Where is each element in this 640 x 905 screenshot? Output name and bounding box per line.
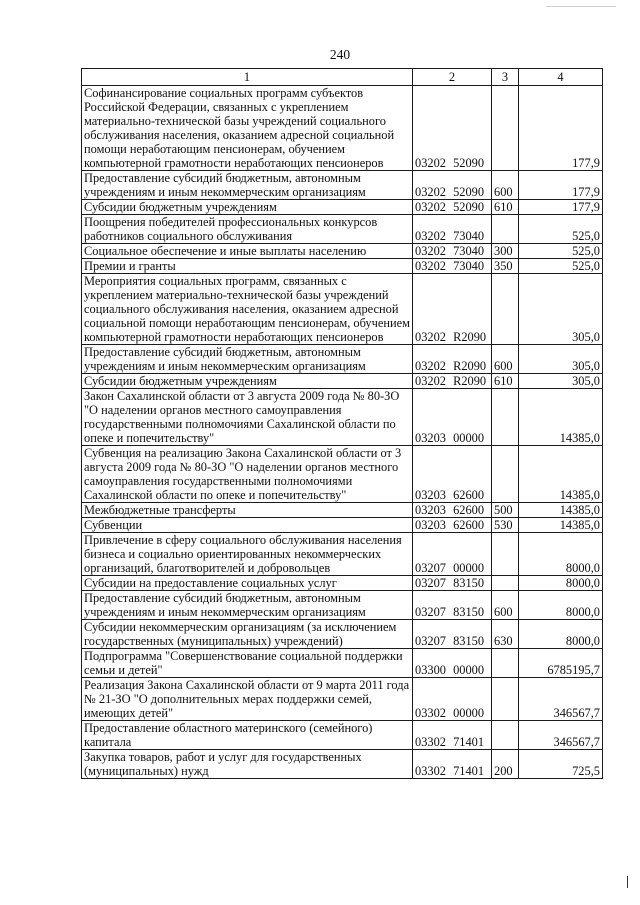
table-row: [82, 374, 603, 389]
row-code-cell: 03302 00000: [413, 678, 492, 721]
column-header-name: 1: [82, 69, 413, 86]
row-code-cell: 03202 73040: [413, 244, 492, 259]
row-type-cell: [492, 678, 519, 721]
row-name-cell: Предоставление субсидий бюджетным, автономным учреждениям и иным некоммерческим организациям: [82, 591, 413, 620]
row-type-cell: 200: [492, 750, 519, 779]
row-type-cell: [492, 446, 519, 503]
row-sum-cell: 346567,7: [519, 721, 603, 750]
row-sum-cell: 14385,0: [519, 503, 603, 518]
row-name-cell: Премии и гранты: [82, 259, 413, 274]
row-code-cell: 03203 00000: [413, 389, 492, 446]
column-header-type: 3: [492, 69, 519, 86]
page-number: 240: [329, 47, 351, 62]
row-type-cell: [492, 649, 519, 678]
table-row: [82, 533, 603, 576]
row-sum-cell: 725,5: [519, 750, 603, 779]
margin-mark: [627, 876, 628, 888]
table-row: [82, 215, 603, 244]
row-name-cell: Поощрения победителей профессиональных конкурсов работников социального обслуживания: [82, 215, 413, 244]
table-row: [82, 171, 603, 200]
row-code-cell: 03302 71401: [413, 721, 492, 750]
row-sum-cell: 177,9: [519, 171, 603, 200]
row-code-cell: 03202 73040: [413, 215, 492, 244]
row-name-cell: Закупка товаров, работ и услуг для государственных (муниципальных) нужд: [82, 750, 413, 779]
row-type-cell: 610: [492, 374, 519, 389]
table-row: [82, 750, 603, 779]
row-code-cell: 03202 R2090: [413, 374, 492, 389]
table-row: [82, 446, 603, 503]
table-row: [82, 259, 603, 274]
row-type-cell: [492, 389, 519, 446]
table-row: [82, 591, 603, 620]
row-sum-cell: 8000,0: [519, 533, 603, 576]
row-name-cell: Предоставление областного материнского (семейного) капитала: [82, 721, 413, 750]
row-name-cell: Субсидии на предоставление социальных услуг: [82, 576, 413, 591]
table-row: [82, 244, 603, 259]
row-sum-cell: 6785195,7: [519, 649, 603, 678]
row-name-cell: Софинансирование социальных программ субъектов Российской Федерации, связанных с укреплением материально-технической базы учреждений социального обслуживания населения, оказанием адресной социальной помощи неработающим пенсионерам, обучением компьютерной грамотности неработающих пенсионеров: [82, 86, 413, 171]
row-code-cell: 03207 00000: [413, 533, 492, 576]
row-type-cell: 610: [492, 200, 519, 215]
row-sum-cell: 8000,0: [519, 576, 603, 591]
row-sum-cell: 305,0: [519, 374, 603, 389]
row-name-cell: Субсидии бюджетным учреждениям: [82, 374, 413, 389]
row-code-cell: 03202 R2090: [413, 345, 492, 374]
row-type-cell: 500: [492, 503, 519, 518]
row-name-cell: Субсидии некоммерческим организациям (за исключением государственных (муниципальных) учреждений): [82, 620, 413, 649]
row-type-cell: 530: [492, 518, 519, 533]
row-sum-cell: 525,0: [519, 215, 603, 244]
row-sum-cell: 305,0: [519, 274, 603, 345]
row-sum-cell: 525,0: [519, 244, 603, 259]
budget-table: [81, 68, 603, 779]
row-name-cell: Реализация Закона Сахалинской области от 9 марта 2011 года № 21-ЗО "О дополнительных мерах поддержки семей, имеющих детей": [82, 678, 413, 721]
row-sum-cell: 14385,0: [519, 446, 603, 503]
table-row: [82, 678, 603, 721]
row-type-cell: 630: [492, 620, 519, 649]
table-row: [82, 620, 603, 649]
row-name-cell: Субсидии бюджетным учреждениям: [82, 200, 413, 215]
row-type-cell: [492, 721, 519, 750]
table-row: [82, 389, 603, 446]
row-code-cell: 03207 83150: [413, 576, 492, 591]
row-code-cell: 03203 62600: [413, 503, 492, 518]
row-code-cell: 03203 62600: [413, 446, 492, 503]
row-sum-cell: 8000,0: [519, 620, 603, 649]
row-type-cell: 300: [492, 244, 519, 259]
table-row: [82, 503, 603, 518]
scan-edge-mark: [546, 6, 616, 7]
row-type-cell: [492, 576, 519, 591]
row-type-cell: 350: [492, 259, 519, 274]
table-row: [82, 576, 603, 591]
row-type-cell: 600: [492, 171, 519, 200]
row-code-cell: 03203 62600: [413, 518, 492, 533]
row-sum-cell: 14385,0: [519, 389, 603, 446]
row-code-cell: 03207 83150: [413, 591, 492, 620]
row-name-cell: Субвенция на реализацию Закона Сахалинской области от 3 августа 2009 года № 80-ЗО "О наделении органов местного самоуправления государственными полномочиями Сахалинской области по опеке и попечительству": [82, 446, 413, 503]
row-code-cell: 03300 00000: [413, 649, 492, 678]
table-row: [82, 345, 603, 374]
row-type-cell: [492, 533, 519, 576]
row-sum-cell: 346567,7: [519, 678, 603, 721]
table-row: [82, 274, 603, 345]
row-name-cell: Предоставление субсидий бюджетным, автономным учреждениям и иным некоммерческим организациям: [82, 345, 413, 374]
row-code-cell: 03302 71401: [413, 750, 492, 779]
row-name-cell: Привлечение в сферу социального обслуживания населения бизнеса и социально ориентированных некоммерческих организаций, благотворителей и добровольцев: [82, 533, 413, 576]
row-name-cell: Закон Сахалинской области от 3 августа 2009 года № 80-ЗО "О наделении органов местного самоуправления государственными полномочиями Сахалинской области по опеке и попечительству": [82, 389, 413, 446]
table-row: [82, 518, 603, 533]
column-header-sum: 4: [519, 69, 603, 86]
column-header-code: 2: [413, 69, 492, 86]
row-name-cell: Мероприятия социальных программ, связанных с укреплением материально-технической базы учреждений социального обслуживания населения, оказанием адресной социальной помощи неработающим пенсионерам, обучением компьютерной грамотности неработающих пенсионеров: [82, 274, 413, 345]
row-sum-cell: 8000,0: [519, 591, 603, 620]
table-row: [82, 200, 603, 215]
row-code-cell: 03207 83150: [413, 620, 492, 649]
row-type-cell: 600: [492, 591, 519, 620]
row-code-cell: 03202 52090: [413, 86, 492, 171]
row-type-cell: [492, 274, 519, 345]
row-name-cell: Субвенции: [82, 518, 413, 533]
row-sum-cell: 305,0: [519, 345, 603, 374]
table-body: [82, 86, 603, 779]
row-sum-cell: 177,9: [519, 86, 603, 171]
table-row: [82, 721, 603, 750]
row-name-cell: Социальное обеспечение и иные выплаты населению: [82, 244, 413, 259]
row-name-cell: Межбюджетные трансферты: [82, 503, 413, 518]
row-sum-cell: 525,0: [519, 259, 603, 274]
row-type-cell: [492, 215, 519, 244]
row-sum-cell: 14385,0: [519, 518, 603, 533]
row-code-cell: 03202 52090: [413, 171, 492, 200]
table-header-row: [82, 69, 603, 86]
row-code-cell: 03202 R2090: [413, 274, 492, 345]
table-row: [82, 649, 603, 678]
table-row: [82, 86, 603, 171]
row-sum-cell: 177,9: [519, 200, 603, 215]
row-type-cell: 600: [492, 345, 519, 374]
row-name-cell: Подпрограмма "Совершенствование социальной поддержки семьи и детей": [82, 649, 413, 678]
row-code-cell: 03202 52090: [413, 200, 492, 215]
row-code-cell: 03202 73040: [413, 259, 492, 274]
row-name-cell: Предоставление субсидий бюджетным, автономным учреждениям и иным некоммерческим организациям: [82, 171, 413, 200]
row-type-cell: [492, 86, 519, 171]
